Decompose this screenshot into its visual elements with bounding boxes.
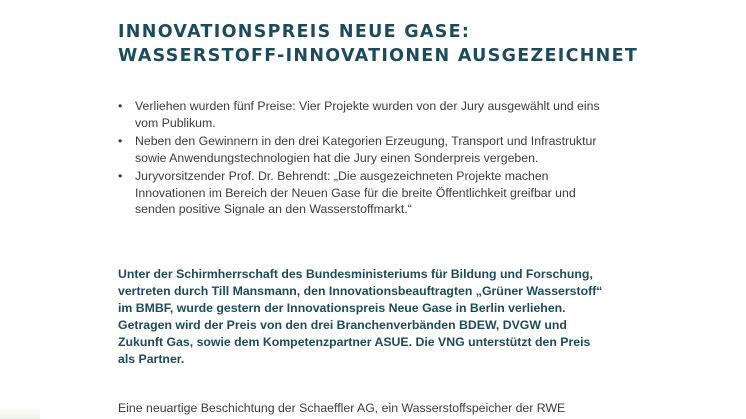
press-release-headline <box>118 20 678 68</box>
lead-paragraph: Unter der Schirmherrschaft des Bundesministeriums für Bildung und Forschung, vertreten durch Till Mansmann, den Innovationsbeauftragten „Grüner Wasserstoff“ im BMBF, wurde gestern der Innovationspreis Neue Gase in Berlin verliehen. Getragen wird der Preis von den drei Branchenverbänden BDEW, DVGW und Zukunft Gas, sowie dem Kompetenzpartner ASUE. Die VNG unterstützt den Preis als Partner. <box>118 267 603 366</box>
headline-line-2: WASSERSTOFF-INNOVATIONEN AUSGEZEICHNET <box>118 46 639 66</box>
bullet-marker: • <box>118 99 123 113</box>
bullet-marker: • <box>118 134 123 148</box>
bullet-marker: • <box>118 169 123 183</box>
bullet-item <box>118 168 618 218</box>
bullet-text: Juryvorsitzender Prof. Dr. Behrendt: „Die ausgezeichneten Projekte machen Innovationen im Bereich der Neuen Gase für die breite Öffentlichkeit greifbar und senden positive Signale an den Wasserstoffmarkt.“ <box>135 169 576 216</box>
page-corner-shade <box>0 407 40 419</box>
summary-bullet-list <box>118 98 618 220</box>
bullet-text: Neben den Gewinnern in den drei Kategorien Erzeugung, Transport und Infrastruktur sowie Anwendungstechnologien hat die Jury einen Sonderpreis vergeben. <box>135 134 597 165</box>
headline-line-1: INNOVATIONSPREIS NEUE GASE: <box>118 22 471 42</box>
body-paragraph: Eine neuartige Beschichtung der Schaeffler AG, ein Wasserstoffspeicher der RWE <box>118 401 566 415</box>
bullet-item <box>118 98 618 131</box>
bullet-item <box>118 133 618 166</box>
bullet-text: Verliehen wurden fünf Preise: Vier Projekte wurden von der Jury ausgewählt und eins vom Publikum. <box>135 99 600 130</box>
